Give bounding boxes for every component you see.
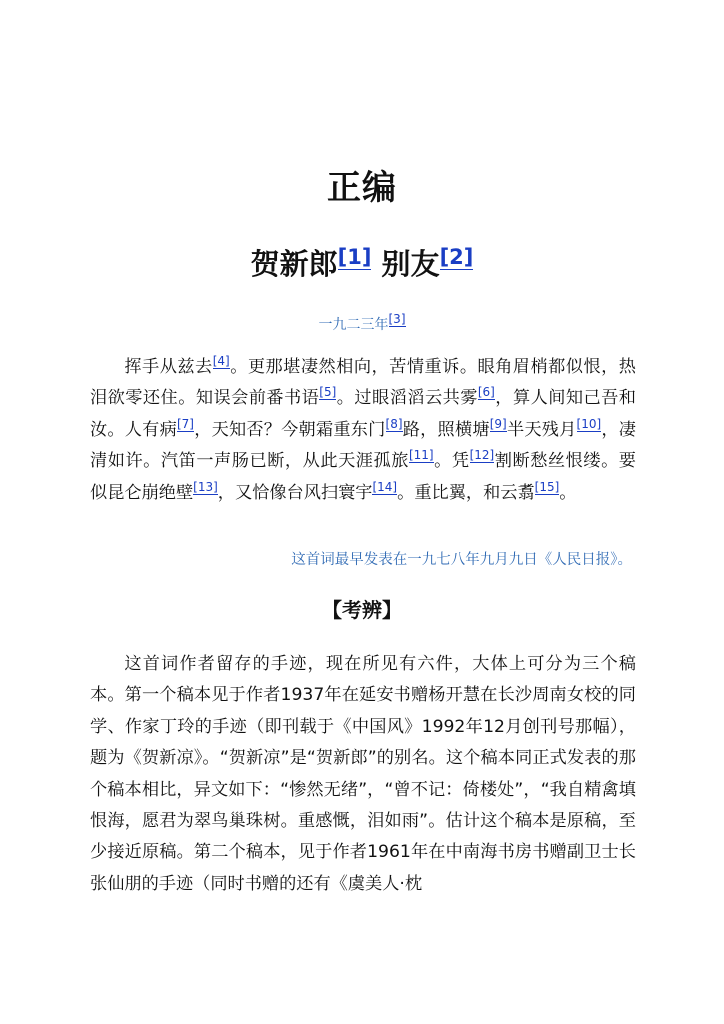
poem-segment: 。过眼滔滔云共雾 [336, 388, 478, 409]
footnote-link-4[interactable]: [4] [212, 354, 230, 368]
poem-segment: 半天残月 [506, 419, 577, 440]
poem-segment: ，算人间知己吾和汝。人有病 [90, 388, 636, 440]
footnote-link-13[interactable]: [13] [193, 479, 218, 494]
footnote-link-7[interactable]: [7] [176, 416, 194, 431]
poem-title-spacer [371, 247, 381, 281]
poem-title-name: 贺新郎 [250, 247, 338, 281]
footnote-link-11[interactable]: [11] [408, 448, 434, 463]
footnote-link-12[interactable]: [12] [469, 448, 495, 463]
poem-segment: ，又恰像台风扫寰宇 [217, 482, 373, 503]
poem-segment: 。凭 [433, 451, 470, 472]
poem-subtitle: 别友 [381, 247, 440, 281]
footnote-link-8[interactable]: [8] [385, 416, 403, 431]
footnote-link-10[interactable]: [10] [576, 416, 602, 431]
footnote-link-9[interactable]: [9] [489, 416, 507, 431]
footnote-link-5[interactable]: [5] [319, 385, 337, 400]
poem-segment: 。更那堪凄然相向，苦情重诉。眼角眉梢都似恨，热泪欲零还住。知误会前番书语 [90, 357, 636, 409]
footnote-link-14[interactable]: [14] [372, 479, 398, 494]
footnote-link-2[interactable]: [2] [439, 245, 474, 269]
poem-text [90, 352, 636, 509]
footnote-link-6[interactable]: [6] [477, 385, 495, 400]
kaobian-paragraph: 这首词作者留存的手迹，现在所见有六件，大体上可分为三个稿本。第一个稿本见于作者1937年在延安书赠杨开慧在长沙周南女校的同学、作家丁玲的手迹（即刊载于《中国风》1992年12月创刊号那幅），题为《贺新凉》。“贺新凉”是“贺新郎”的别名。这个稿本同正式发表的那个稿本相比，异文如下：“惨然无绪”，“曾不记：倚楼处”，“我自精禽填恨海，愿君为翠鸟巢珠树。重感慨，泪如雨”。估计这个稿本是原稿，至少接近原稿。第二个稿本，见于作者1961年在中南海书房书赠副卫士长张仙朋的手迹（同时书赠的还有《虞美人·枕 [90, 654, 636, 894]
footnote-link-1[interactable]: [1] [337, 245, 372, 269]
poem-segment: 路，照横塘 [402, 419, 490, 440]
poem-date-text: 一九二三年 [318, 317, 389, 333]
section-title-kaobian: 【考辨】 [322, 598, 402, 622]
poem-segment: 。 [559, 482, 577, 503]
poem-title [0, 244, 724, 284]
poem-segment: 。重比翼，和云翥 [397, 482, 535, 503]
footnote-link-3[interactable]: [3] [388, 312, 406, 326]
part-title: 正编 [327, 168, 397, 208]
footnote-link-15[interactable]: [15] [534, 479, 560, 494]
poem-segment: ，天知否？今朝霜重东门 [193, 419, 386, 440]
poem-date [0, 314, 724, 336]
poem-segment: 挥手从兹去 [124, 357, 213, 377]
poem-segment: 割断愁丝恨缕。要似昆仑崩绝壁 [90, 451, 636, 503]
poem-segment: ，凄清如许。汽笛一声肠已断，从此天涯孤旅 [90, 419, 636, 472]
publication-note: 这首词最早发表在一九七八年九月九日《人民日报》。 [291, 552, 632, 568]
